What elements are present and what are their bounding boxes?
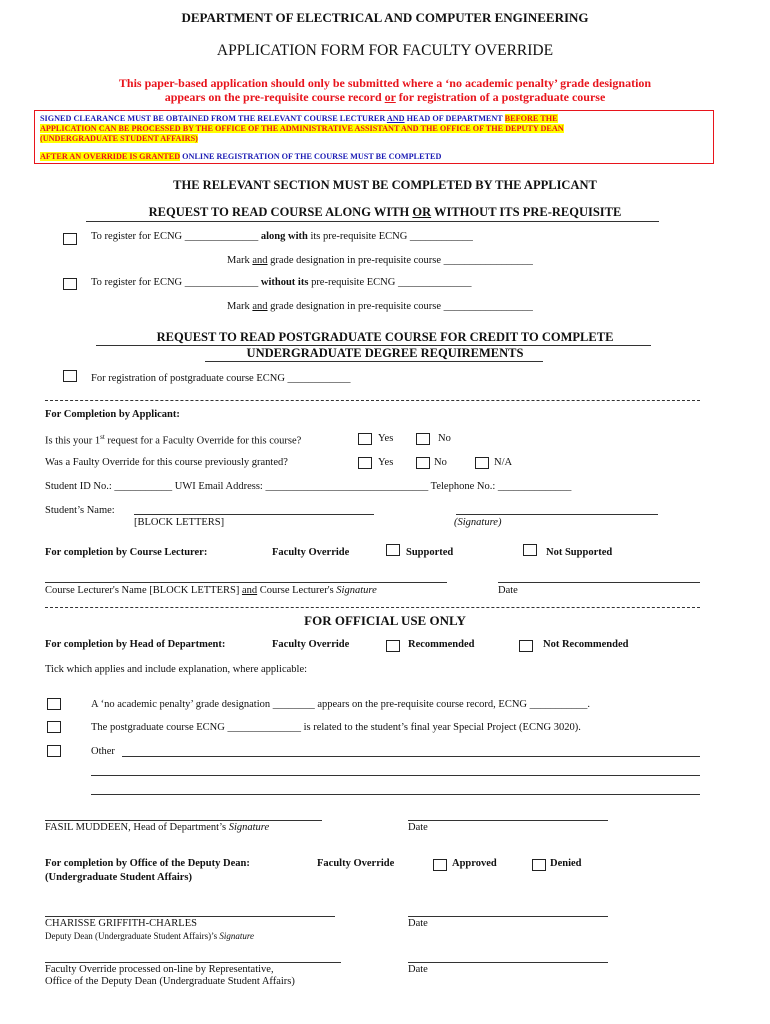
recommended-checkbox[interactable] <box>386 640 400 652</box>
lecturer-override-label: Faculty Override <box>272 547 350 558</box>
student-id-email-phone-row: Student ID No.: ___________ UWI Email Address: _______________________________ Telephone No.: ______________ <box>45 481 572 492</box>
processed-line-1: Faculty Override processed on-line by Representative, <box>45 964 274 975</box>
special-project-option: The postgraduate course ECNG ______________ is related to the student’s final year Special Project (ECNG 3020). <box>91 722 581 733</box>
denied-checkbox[interactable] <box>532 859 546 871</box>
supported-label: Supported <box>406 547 454 558</box>
postgrad-heading-rule-2 <box>205 361 543 362</box>
without-row: To register for ECNG ______________ without its pre-requisite ECNG ______________ <box>91 277 472 288</box>
prereq-heading-rule <box>86 221 659 222</box>
not-supported-checkbox[interactable] <box>523 544 537 556</box>
not-supported-label: Not Supported <box>546 547 613 558</box>
student-signature-field[interactable] <box>456 514 658 515</box>
other-explanation-line-1[interactable] <box>122 756 700 757</box>
tick-instruction: Tick which applies and include explanation, where applicable: <box>45 664 308 675</box>
dean-date-field[interactable] <box>408 916 608 917</box>
postgrad-row: For registration of postgraduate course ECNG ____________ <box>91 373 351 384</box>
representative-date-field[interactable] <box>408 962 608 963</box>
block-letters-caption: [BLOCK LETTERS] <box>134 517 225 528</box>
dean-label: For completion by Office of the Deputy Dean: <box>45 858 250 869</box>
date-caption: Date <box>498 585 518 596</box>
clearance-line-2: APPLICATION CAN BE PROCESSED BY THE OFFICE OF THE ADMINISTRATIVE ASSISTANT AND THE OFFICE OF THE DEPUTY DEAN <box>40 124 564 133</box>
dean-override-label: Faculty Override <box>317 858 395 869</box>
along-with-row: To register for ECNG ______________ along with its pre-requisite ECNG ____________ <box>91 231 473 242</box>
representative-signature-field[interactable] <box>45 962 341 963</box>
lecturer-name-signature-field[interactable] <box>45 582 447 583</box>
hod-date-field[interactable] <box>408 820 608 821</box>
no-label: No <box>438 433 451 444</box>
granted-no-checkbox[interactable] <box>416 457 430 469</box>
divider <box>45 607 700 608</box>
first-request-no-checkbox[interactable] <box>416 433 430 445</box>
first-request-yes-checkbox[interactable] <box>358 433 372 445</box>
mark-row-1: Mark and grade designation in pre-requisite course _________________ <box>227 255 533 266</box>
along-with-checkbox[interactable] <box>63 233 77 245</box>
department-title: DEPARTMENT OF ELECTRICAL AND COMPUTER ENGINEERING <box>181 10 589 25</box>
postgrad-heading-1: REQUEST TO READ POSTGRADUATE COURSE FOR CREDIT TO COMPLETE <box>156 330 614 344</box>
question-previously-granted: Was a Faulty Override for this course previously granted? <box>45 457 288 468</box>
na-label: N/A <box>494 457 513 468</box>
approved-checkbox[interactable] <box>433 859 447 871</box>
other-checkbox[interactable] <box>47 745 61 757</box>
official-use-heading: FOR OFFICIAL USE ONLY <box>304 613 466 628</box>
signature-caption: (Signature) <box>454 517 502 528</box>
applicant-section-heading: THE RELEVANT SECTION MUST BE COMPLETED BY THE APPLICANT <box>173 178 597 192</box>
other-label: Other <box>91 746 115 757</box>
hod-signature-field[interactable] <box>45 820 322 821</box>
prereq-heading: REQUEST TO READ COURSE ALONG WITH OR WITHOUT ITS PRE-REQUISITE <box>148 205 622 219</box>
other-explanation-line-3[interactable] <box>91 794 700 795</box>
mark-row-2: Mark and grade designation in pre-requisite course _________________ <box>227 301 533 312</box>
dean-name: CHARISSE GRIFFITH-CHARLES <box>45 918 197 929</box>
postgrad-heading-2: UNDERGRADUATE DEGREE REQUIREMENTS <box>246 346 524 360</box>
other-explanation-line-2[interactable] <box>91 775 700 776</box>
dean-signature-field[interactable] <box>45 916 335 917</box>
supported-checkbox[interactable] <box>386 544 400 556</box>
student-name-field[interactable] <box>134 514 374 515</box>
granted-na-checkbox[interactable] <box>475 457 489 469</box>
dean-label-sub: (Undergraduate Student Affairs) <box>45 872 192 883</box>
postgrad-checkbox[interactable] <box>63 370 77 382</box>
denied-label: Denied <box>550 858 582 869</box>
applicant-completion-heading: For Completion by Applicant: <box>45 409 180 420</box>
hod-label: For completion by Head of Department: <box>45 639 226 650</box>
date-caption: Date <box>408 964 428 975</box>
no-academic-penalty-checkbox[interactable] <box>47 698 61 710</box>
divider <box>45 400 700 401</box>
not-recommended-checkbox[interactable] <box>519 640 533 652</box>
granted-yes-checkbox[interactable] <box>358 457 372 469</box>
clearance-line-3: (UNDERGRADUATE STUDENT AFFAIRS) <box>40 134 198 143</box>
clearance-line-1: SIGNED CLEARANCE MUST BE OBTAINED FROM THE RELEVANT COURSE LECTURER AND HEAD OF DEPARTMENT BEFORE THE <box>40 114 558 123</box>
clearance-line-4: AFTER AN OVERRIDE IS GRANTED ONLINE REGISTRATION OF THE COURSE MUST BE COMPLETED <box>40 152 442 161</box>
yes-label: Yes <box>378 433 394 444</box>
not-recommended-label: Not Recommended <box>543 639 629 650</box>
notice-line-1: This paper-based application should only be submitted where a ‘no academic penalty’ grade designation <box>118 76 652 90</box>
processed-line-2: Office of the Deputy Dean (Undergraduate Student Affairs) <box>45 976 295 987</box>
date-caption: Date <box>408 918 428 929</box>
hod-override-label: Faculty Override <box>272 639 350 650</box>
notice-line-2: appears on the pre-requisite course record or for registration of a postgraduate course <box>164 90 606 104</box>
date-caption: Date <box>408 822 428 833</box>
lecturer-label: For completion by Course Lecturer: <box>45 547 208 558</box>
student-name-label: Student’s Name: <box>45 505 115 516</box>
dean-title: Deputy Dean (Undergraduate Student Affairs)’s Signature <box>45 931 255 941</box>
lecturer-caption: Course Lecturer's Name [BLOCK LETTERS] and Course Lecturer's Signature <box>45 585 377 596</box>
yes-label: Yes <box>378 457 394 468</box>
recommended-label: Recommended <box>408 639 475 650</box>
no-academic-penalty-option: A ‘no academic penalty’ grade designation ________ appears on the pre-requisite course record, ECNG ___________. <box>91 699 590 710</box>
special-project-checkbox[interactable] <box>47 721 61 733</box>
hod-caption: FASIL MUDDEEN, Head of Department’s Signature <box>45 822 270 833</box>
question-first-request: Is this your 1st request for a Faculty Override for this course? <box>45 433 302 447</box>
form-title: APPLICATION FORM FOR FACULTY OVERRIDE <box>216 42 554 59</box>
approved-label: Approved <box>452 858 497 869</box>
no-label: No <box>434 457 447 468</box>
lecturer-date-field[interactable] <box>498 582 700 583</box>
without-checkbox[interactable] <box>63 278 77 290</box>
